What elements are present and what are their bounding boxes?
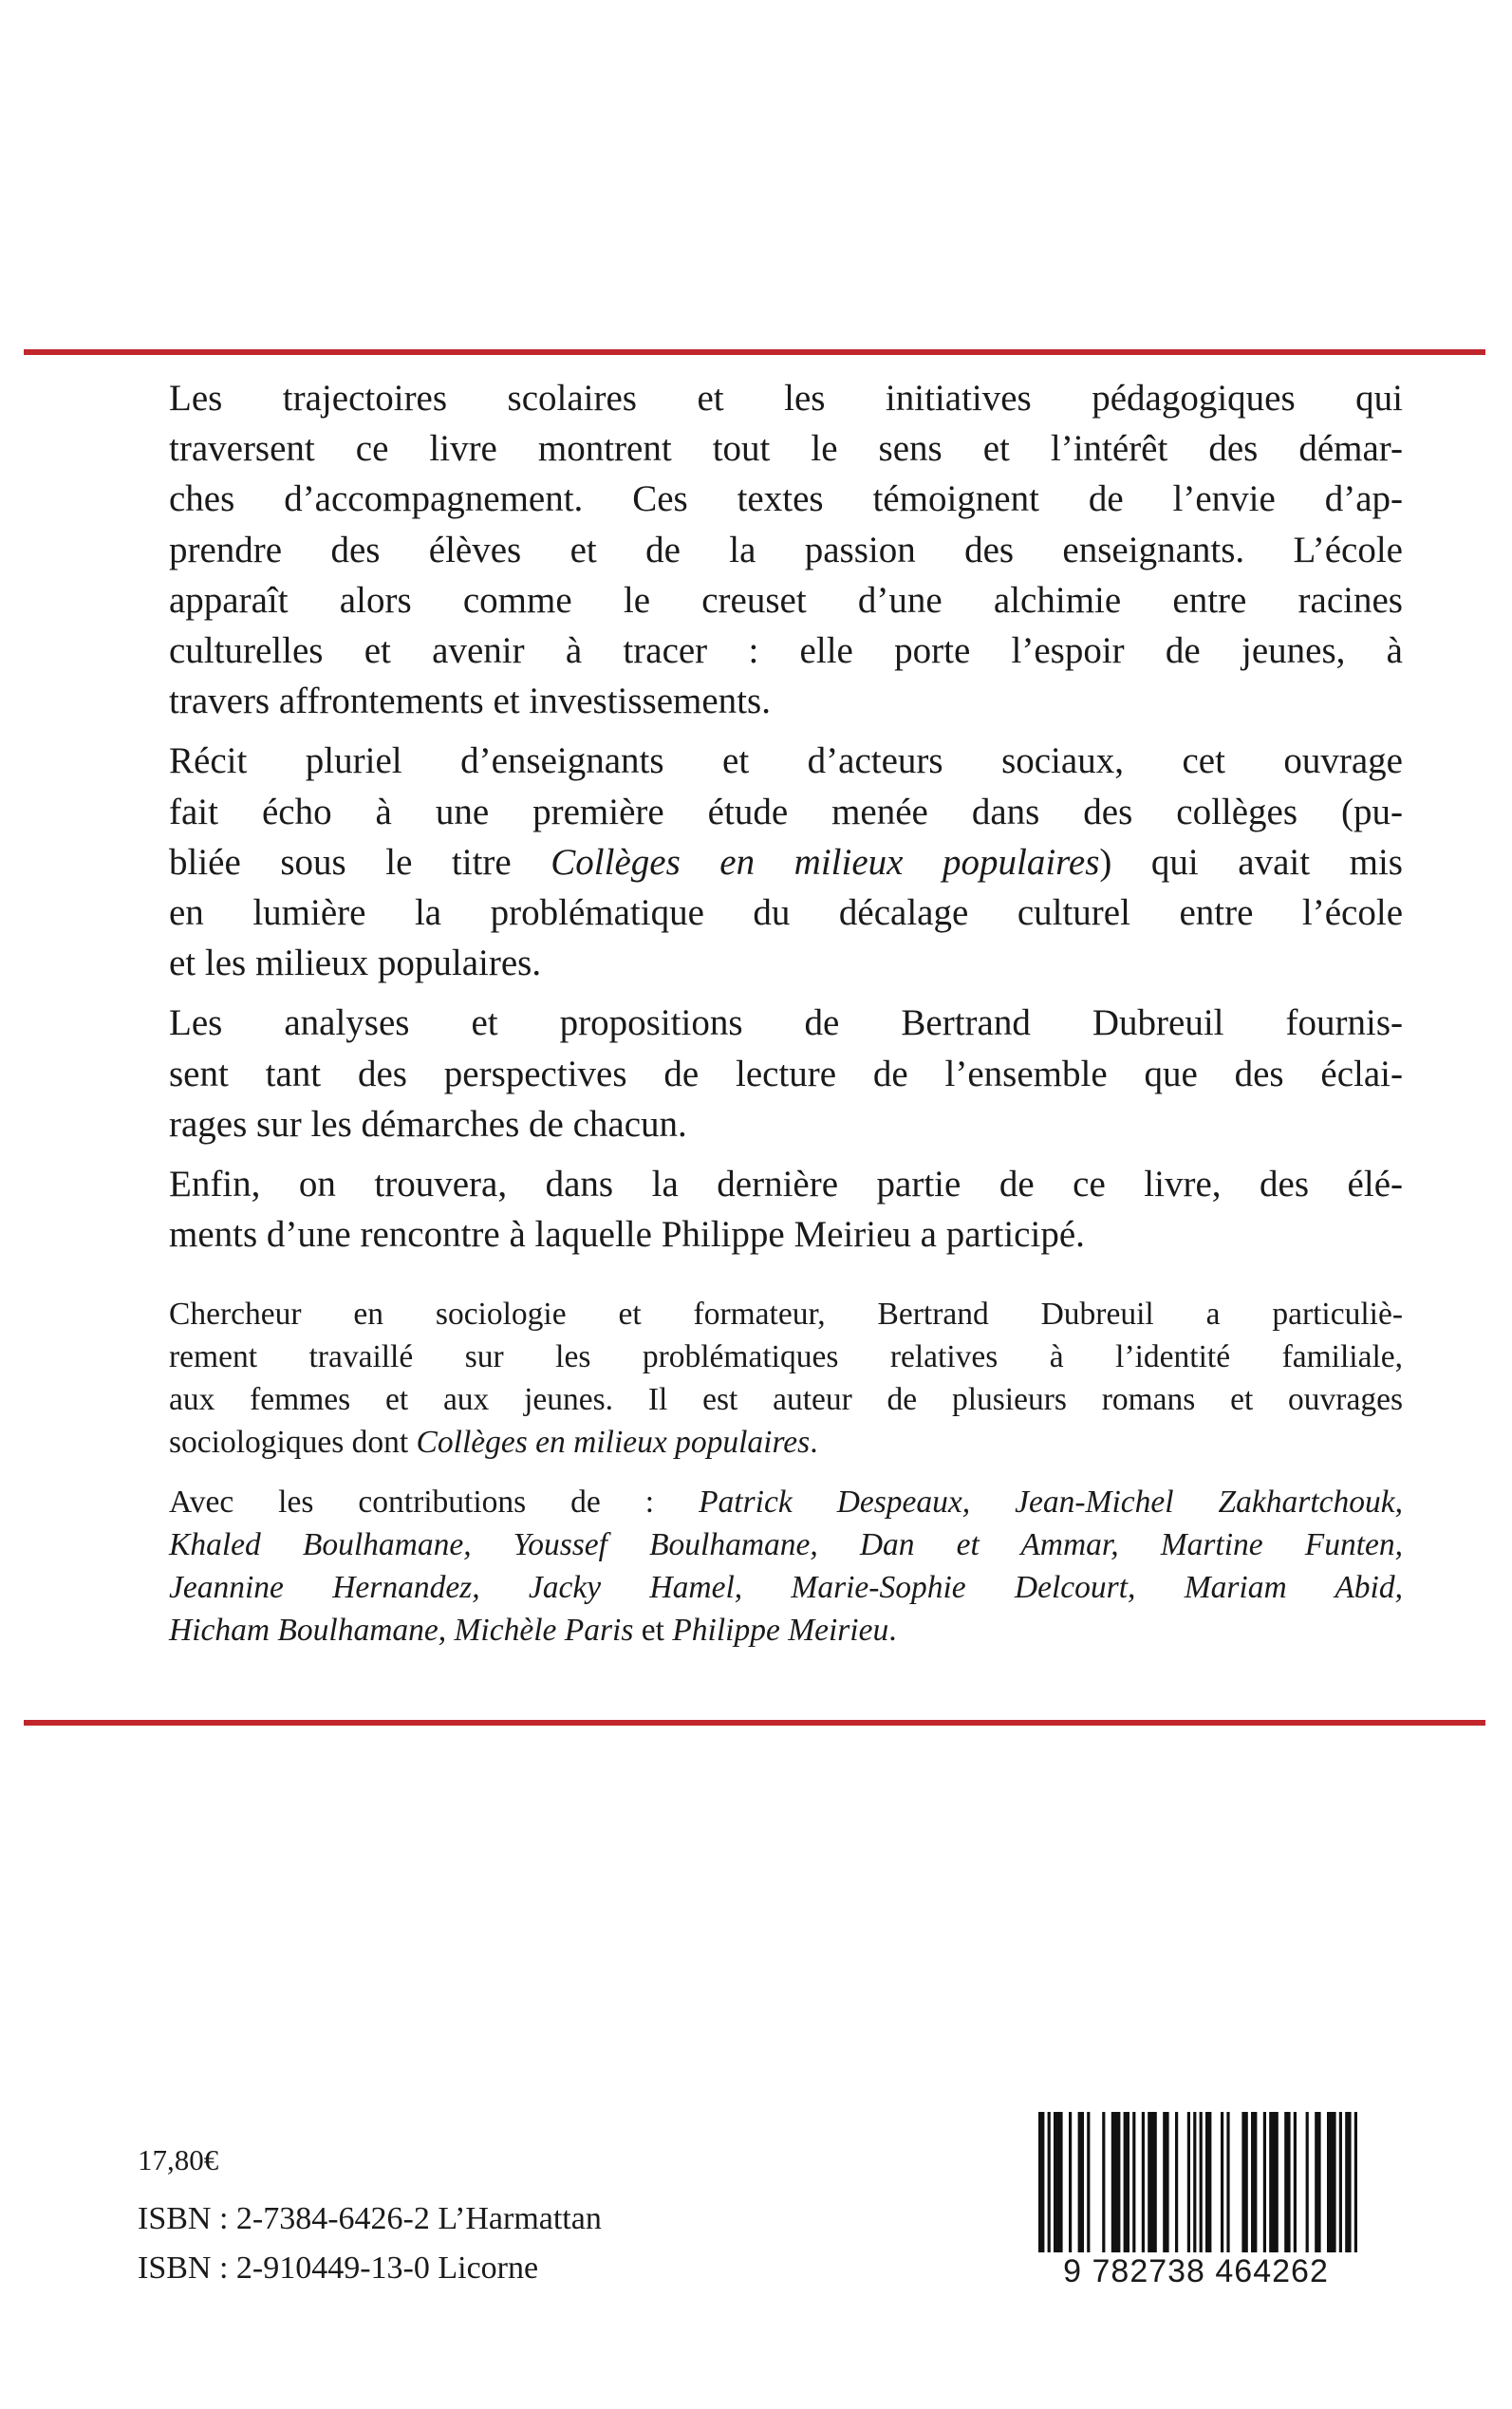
text-fragment: sociologiques dont bbox=[169, 1425, 417, 1460]
barcode bbox=[1035, 2112, 1357, 2297]
text-line: ments d’une rencontre à laquelle Philippe Meirieu a participé. bbox=[169, 1214, 1085, 1256]
blurb-paragraph-3 bbox=[169, 998, 1403, 1149]
text-fragment: . bbox=[888, 1613, 897, 1648]
blurb-main bbox=[169, 373, 1403, 1269]
isbn-harmattan: ISBN : 2-7384-6426-2 L’Harmattan bbox=[138, 2201, 602, 2236]
contributor-names: Khaled Boulhamane, Youssef Boulhamane, Dan et Ammar, Martine Funten, bbox=[169, 1527, 1403, 1562]
bottom-red-rule bbox=[24, 1720, 1485, 1726]
bio-paragraph bbox=[169, 1293, 1403, 1464]
price: 17,80€ bbox=[138, 2143, 219, 2176]
book-title: Collèges en milieux populaires bbox=[416, 1425, 811, 1460]
text-line bbox=[169, 1609, 1403, 1652]
text-line bbox=[169, 1523, 1403, 1566]
text-line: et les milieux populaires. bbox=[169, 943, 542, 984]
text-fragment: bliée sous le titre bbox=[169, 841, 551, 883]
top-red-rule bbox=[24, 349, 1485, 355]
text-line: Enfin, on trouvera, dans la dernière partie de ce livre, des élé- bbox=[169, 1164, 1403, 1205]
contributor-names: Hicham Boulhamane, Michèle Paris bbox=[169, 1613, 634, 1648]
isbn-licorne: ISBN : 2-910449-13-0 Licorne bbox=[138, 2250, 539, 2286]
text-line: ches d’accompagnement. Ces textes témoignent de l’envie d’ap- bbox=[169, 478, 1403, 520]
book-title: Collèges en milieux populaires bbox=[551, 841, 1100, 883]
text-line: travers affrontements et investissements. bbox=[169, 681, 771, 722]
text-fragment: et bbox=[633, 1613, 673, 1648]
contributor-names: Philippe Meirieu bbox=[672, 1613, 889, 1648]
text-line: Chercheur en sociologie et formateur, Bertrand Dubreuil a particuliè- bbox=[169, 1297, 1403, 1332]
text-line bbox=[169, 837, 1403, 887]
author-bio bbox=[169, 1293, 1403, 1669]
text-fragment: . bbox=[810, 1425, 818, 1460]
text-line: aux femmes et aux jeunes. Il est auteur de plusieurs romans et ouvrages bbox=[169, 1382, 1403, 1417]
barcode-number: 9 782738 464262 bbox=[1035, 2252, 1357, 2290]
text-line: Les trajectoires scolaires et les initiatives pédagogiques qui bbox=[169, 378, 1403, 419]
blurb-paragraph-2 bbox=[169, 736, 1403, 988]
text-line bbox=[169, 1481, 1403, 1523]
text-line: rages sur les démarches de chacun. bbox=[169, 1103, 687, 1145]
text-line: prendre des élèves et de la passion des enseignants. L’école bbox=[169, 529, 1403, 570]
text-line bbox=[169, 1421, 1403, 1464]
text-line: sent tant des perspectives de lecture de l’ensemble que des éclai- bbox=[169, 1053, 1403, 1094]
blurb-paragraph-4 bbox=[169, 1159, 1403, 1260]
text-line: fait écho à une première étude menée dans des collèges (pu- bbox=[169, 791, 1403, 832]
text-line: Récit pluriel d’enseignants et d’acteurs sociaux, cet ouvrage bbox=[169, 740, 1403, 782]
text-fragment: ) qui avait mis bbox=[1099, 841, 1403, 883]
text-line: traversent ce livre montrent tout le sens et l’intérêt des démar- bbox=[169, 428, 1403, 470]
text-line: rement travaillé sur les problématiques relatives à l’identité familiale, bbox=[169, 1339, 1403, 1374]
contributor-names: Patrick Despeaux, Jean-Michel Zakhartchouk, bbox=[699, 1485, 1403, 1520]
contributor-names: Jeannine Hernandez, Jacky Hamel, Marie-Sophie Delcourt, Mariam Abid, bbox=[169, 1570, 1403, 1605]
contributors-intro: Avec les contributions de : bbox=[169, 1485, 700, 1520]
blurb-paragraph-1 bbox=[169, 373, 1403, 726]
contributors-paragraph bbox=[169, 1481, 1403, 1652]
text-line: apparaît alors comme le creuset d’une alchimie entre racines bbox=[169, 579, 1403, 621]
text-line bbox=[169, 1566, 1403, 1609]
text-line: culturelles et avenir à tracer : elle porte l’espoir de jeunes, à bbox=[169, 630, 1403, 672]
text-line: Les analyses et propositions de Bertrand Dubreuil fournis- bbox=[169, 1002, 1403, 1044]
text-line: en lumière la problématique du décalage culturel entre l’école bbox=[169, 892, 1403, 934]
